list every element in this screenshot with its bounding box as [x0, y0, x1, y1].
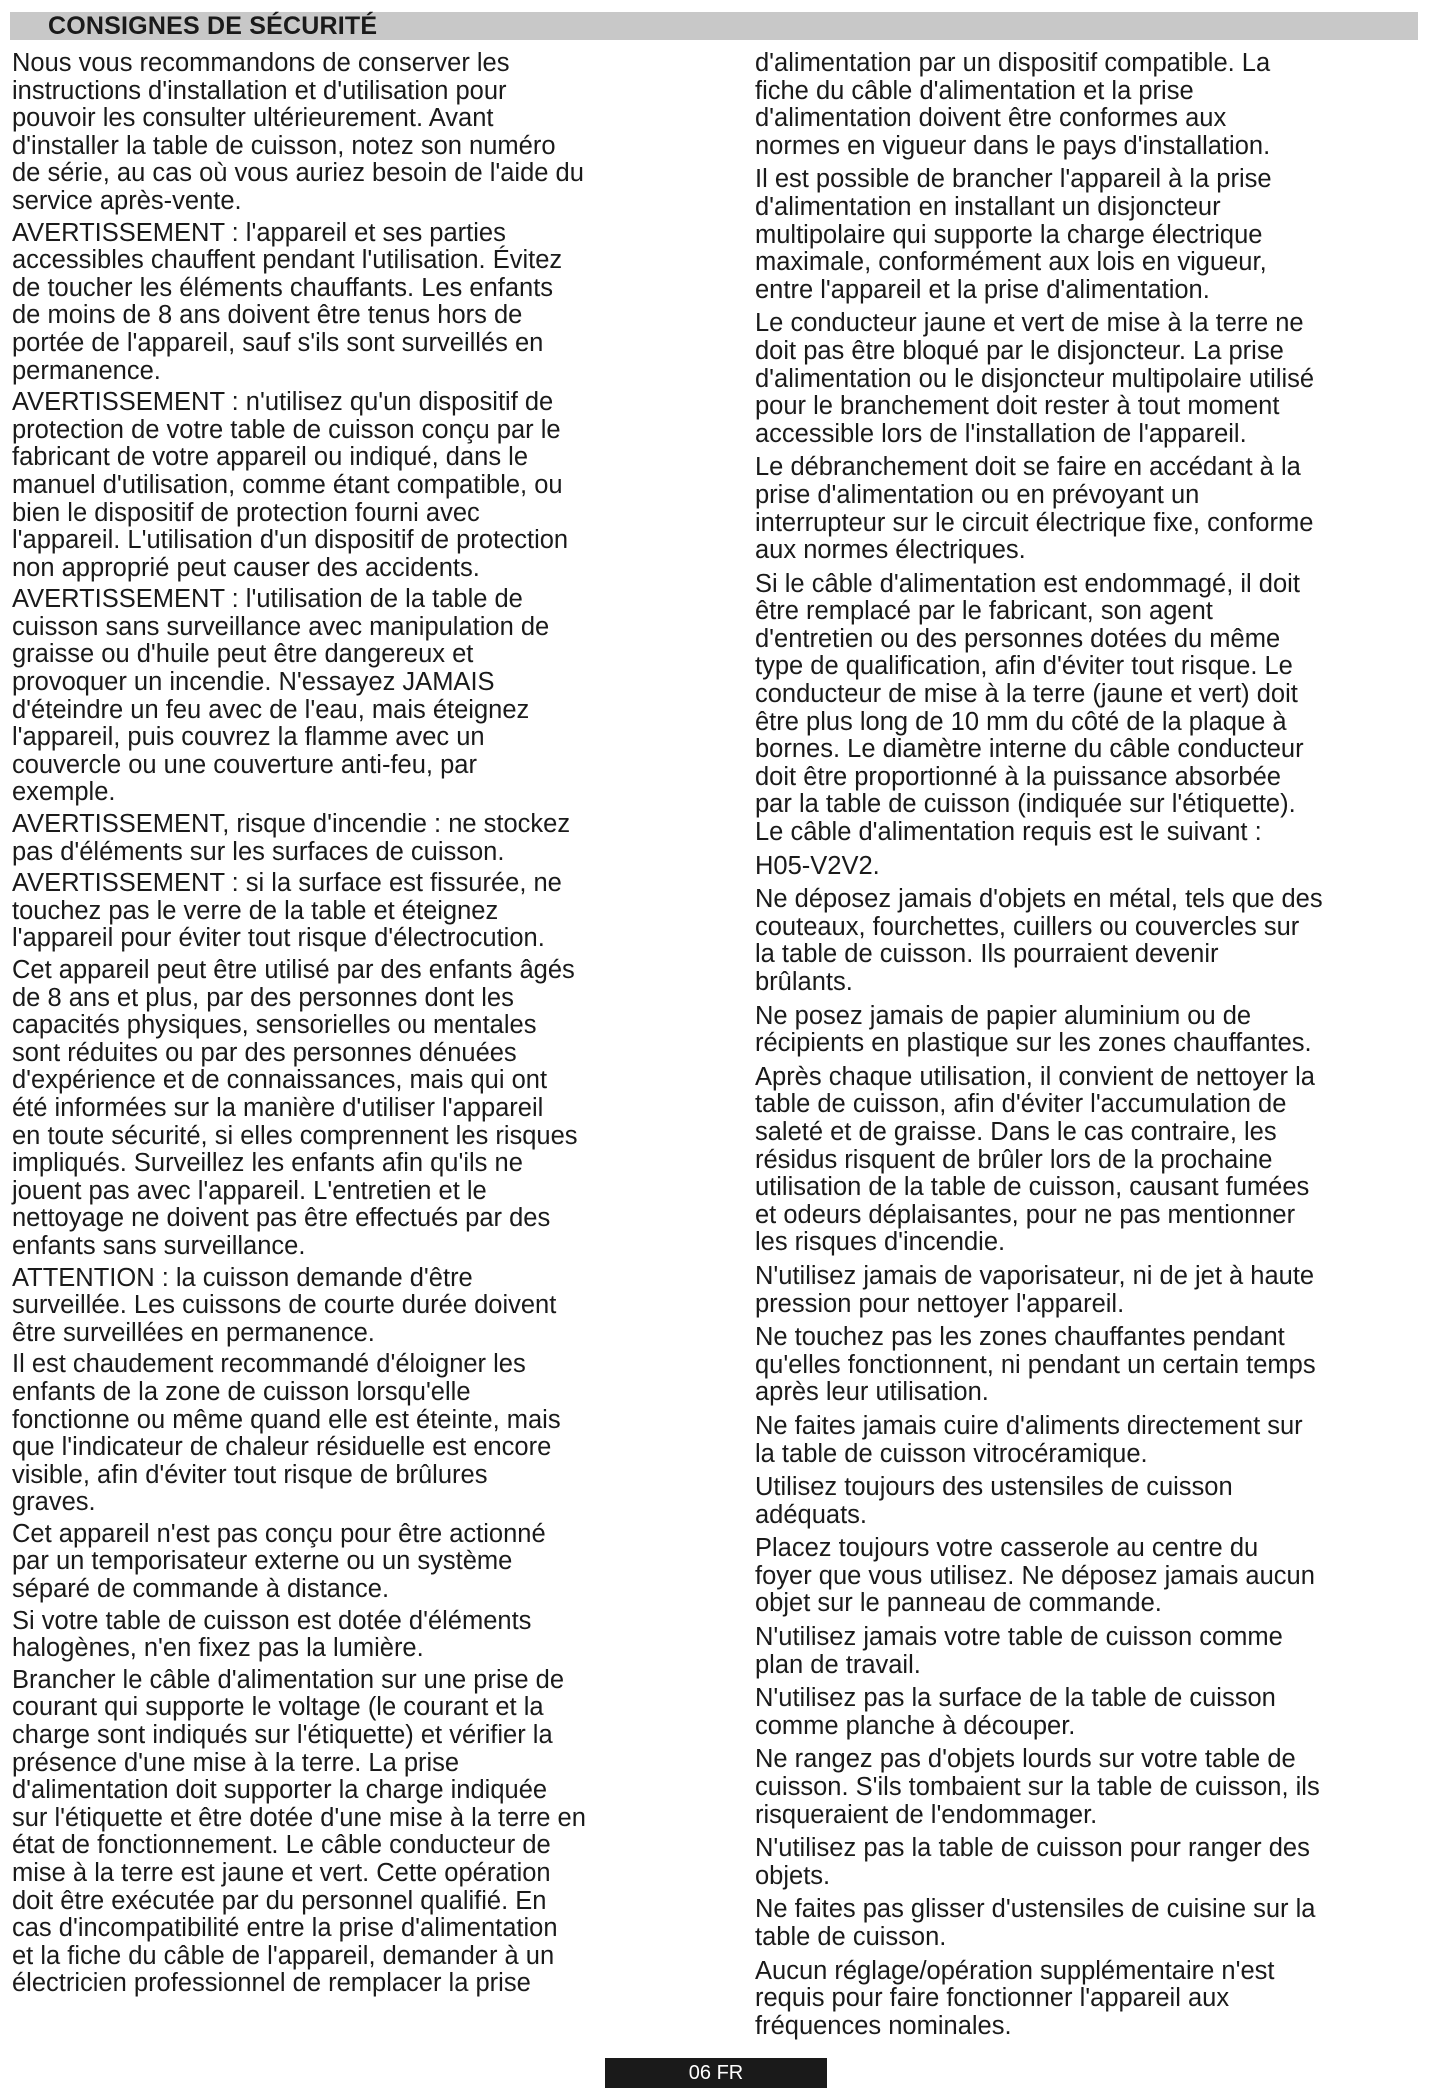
paragraph: AVERTISSEMENT : si la surface est fissurée, ne touchez pas le verre de la table et éteignez l'appareil pour éviter tout risque d'électrocution. — [12, 869, 562, 953]
paragraph: d'alimentation par un dispositif compatible. La fiche du câble d'alimentation et la prise d'alimentation doivent être conformes aux normes en vigueur dans le pays d'installation. — [755, 49, 1271, 160]
section-title: CONSIGNES DE SÉCURITÉ — [10, 12, 1418, 40]
paragraph: Le débranchement doit se faire en accédant à la prise d'alimentation ou en prévoyant un interrupteur sur le circuit électrique fixe, conforme aux normes électriques. — [755, 453, 1314, 565]
paragraph: Ne faites jamais cuire d'aliments directement sur la table de cuisson vitrocéramique. — [755, 1411, 1303, 1468]
paragraph: H05-V2V2. — [755, 851, 880, 880]
paragraph: N'utilisez pas la table de cuisson pour ranger des objets. — [755, 1834, 1310, 1890]
left-column — [12, 50, 692, 2002]
paragraph: Ne faites pas glisser d'ustensiles de cuisine sur la table de cuisson. — [755, 1895, 1316, 1951]
paragraph: Cet appareil n'est pas conçu pour être actionné par un temporisateur externe ou un système séparé de commande à distance. — [12, 1519, 546, 1604]
paragraph: Ne déposez jamais d'objets en métal, tels que des couteaux, fourchettes, cuillers ou couvercles sur la table de cuisson. Ils pourraient devenir brûlants. — [755, 885, 1323, 996]
paragraph: Aucun réglage/opération supplémentaire n'est requis pour faire fonctionner l'appareil aux fréquences nominales. — [755, 1956, 1275, 2040]
paragraph: Si le câble d'alimentation est endommagé, il doit être remplacé par le fabricant, son agent d'entretien ou des personnes dotées du même type de qualification, afin d'éviter tout risque. Le conducteur de mise à la terre (jaune et vert) doit être plus long de 10 mm du côté de la plaque à bornes. Le diamètre interne du câble conducteur doit être proportionné à la puissance absorbée par la table de cuisson (indiquée sur l'étiquette). Le câble d'alimentation requis est le suivant : — [755, 569, 1304, 847]
paragraph: AVERTISSEMENT : n'utilisez qu'un dispositif de protection de votre table de cuisson conçu par le fabricant de votre appareil ou indiqué, dans le manuel d'utilisation, comme étant compatible, ou bien le dispositif de protection fourni avec l'appareil. L'utilisation d'un dispositif de protection non approprié peut causer des accidents. — [12, 388, 569, 582]
paragraph: Ne touchez pas les zones chauffantes pendant qu'elles fonctionnent, ni pendant un certain temps après leur utilisation. — [755, 1323, 1316, 1407]
paragraph: Ne rangez pas d'objets lourds sur votre table de cuisson. S'ils tombaient sur la table de cuisson, ils risqueraient de l'endommager. — [755, 1745, 1320, 1829]
paragraph: N'utilisez jamais votre table de cuisson comme plan de travail. — [755, 1623, 1283, 1679]
paragraph: Utilisez toujours des ustensiles de cuisson adéquats. — [755, 1473, 1233, 1529]
paragraph: Nous vous recommandons de conserver les instructions d'installation et d'utilisation pour pouvoir les consulter ultérieurement. Avant d'installer la table de cuisson, notez son numéro de série, au cas où vous auriez besoin de l'aide du service après-vente. — [12, 49, 584, 215]
paragraph: AVERTISSEMENT : l'appareil et ses parties accessibles chauffent pendant l'utilisation. Évitez de toucher les éléments chauffants. Les enfants de moins de 8 ans doivent être tenus hors de portée de l'appareil, sauf s'ils sont surveillés en permanence. — [12, 218, 563, 385]
paragraph: Après chaque utilisation, il convient de nettoyer la table de cuisson, afin d'éviter l'accumulation de saleté et de graisse. Dans le cas contraire, les résidus risquent de brûler lors de la prochaine utilisation de la table de cuisson, causant fumées et odeurs déplaisantes, pour ne pas mentionner les risques d'incendie. — [755, 1062, 1315, 1257]
paragraph: AVERTISSEMENT : l'utilisation de la table de cuisson sans surveillance avec manipulation de graisse ou d'huile peut être dangereux et provoquer un incendie. N'essayez JAMAIS d'éteindre un feu avec de l'eau, mais éteignez l'appareil, puis couvrez la flamme avec un couvercle ou une couverture anti-feu, par exemple. — [12, 585, 550, 807]
paragraph: AVERTISSEMENT, risque d'incendie : ne stockez pas d'éléments sur les surfaces de cuisson. — [12, 810, 571, 866]
paragraph: Cet appareil peut être utilisé par des enfants âgés de 8 ans et plus, par des personnes dont les capacités physiques, sensorielles ou mentales sont réduites ou par des personnes dénuées d'expérience et de connaissances, mais qui ont été informées sur la manière d'utiliser l'appareil en toute sécurité, si elles comprennent les risques impliqués. Surveillez les enfants afin qu'ils ne jouent pas avec l'appareil. L'entretien et le nettoyage ne doivent pas être effectués par des enfants sans surveillance. — [12, 956, 578, 1260]
paragraph: ATTENTION : la cuisson demande d'être surveillée. Les cuissons de courte durée doivent être surveillées en permanence. — [12, 1263, 557, 1347]
paragraph: Il est chaudement recommandé d'éloigner les enfants de la zone de cuisson lorsqu'elle fonctionne ou même quand elle est éteinte, mais que l'indicateur de chaleur résiduelle est encore visible, afin d'éviter tout risque de brûlures graves. — [12, 1350, 561, 1517]
paragraph: Si votre table de cuisson est dotée d'éléments halogènes, n'en fixez pas la lumière. — [12, 1606, 532, 1663]
paragraph: Ne posez jamais de papier aluminium ou de récipients en plastique sur les zones chauffantes. — [755, 1001, 1312, 1058]
paragraph: Il est possible de brancher l'appareil à la prise d'alimentation en installant un disjoncteur multipolaire qui supporte la charge électrique maximale, conformément aux lois en vigueur, entre l'appareil et la prise d'alimentation. — [755, 165, 1272, 304]
paragraph: Placez toujours votre casserole au centre du foyer que vous utilisez. Ne déposez jamais aucun objet sur le panneau de commande. — [755, 1534, 1315, 1618]
page-number: 06 FR — [605, 2058, 827, 2088]
right-column — [755, 50, 1447, 2046]
paragraph: Le conducteur jaune et vert de mise à la terre ne doit pas être bloqué par le disjoncteur. La prise d'alimentation ou le disjoncteur multipolaire utilisé pour le branchement doit rester à tout moment accessible lors de l'installation de l'appareil. — [755, 309, 1315, 448]
paragraph: N'utilisez jamais de vaporisateur, ni de jet à haute pression pour nettoyer l'appareil. — [755, 1261, 1315, 1318]
paragraph: N'utilisez pas la surface de la table de cuisson comme planche à découper. — [755, 1684, 1276, 1740]
paragraph: Brancher le câble d'alimentation sur une prise de courant qui supporte le voltage (le courant et la charge sont indiqués sur l'étiquette) et vérifier la présence d'une mise à la terre. La prise d'alimentation doit supporter la charge indiquée sur l'étiquette et être dotée d'une mise à la terre en état de fonctionnement. Le câble conducteur de mise à la terre est jaune et vert. Cette opération doit être exécutée par du personnel qualifié. En cas d'incompatibilité entre la prise d'alimentation et la fiche du câble de l'appareil, demander à un électricien professionnel de remplacer la prise — [12, 1665, 586, 1998]
